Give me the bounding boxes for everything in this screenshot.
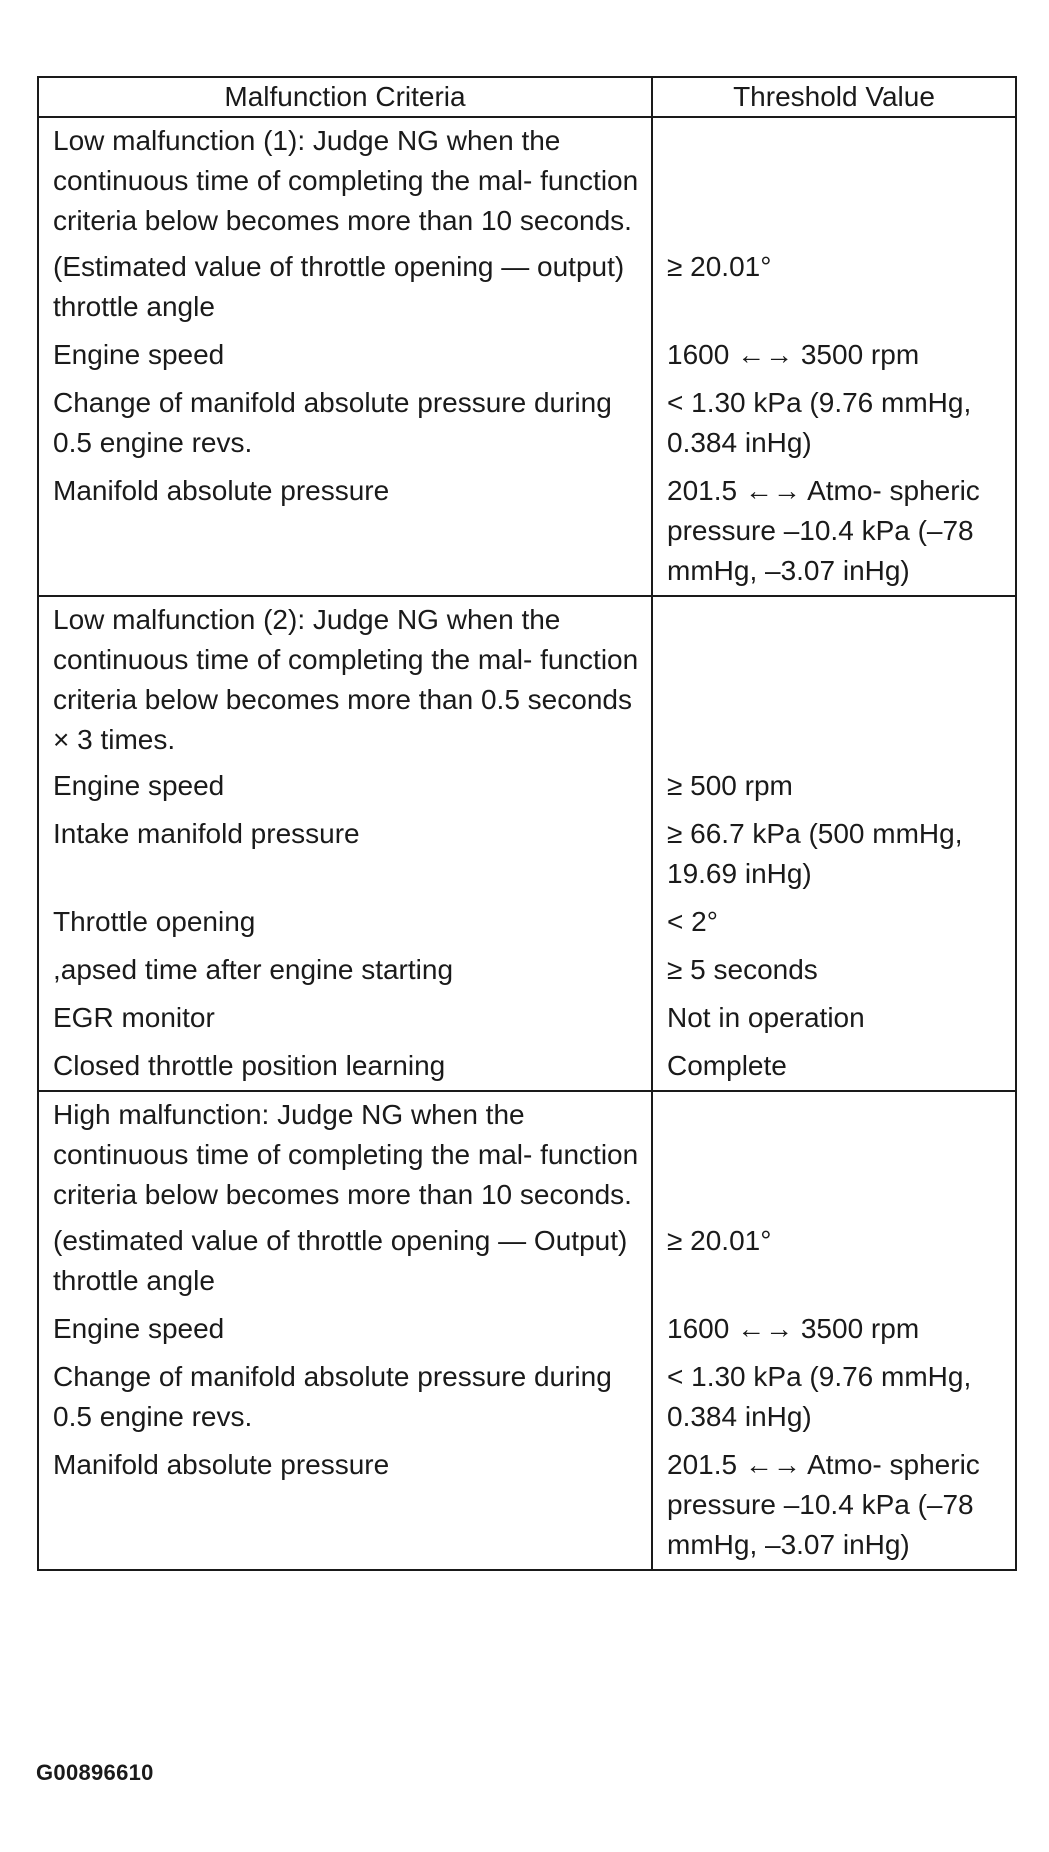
criteria-cell: (estimated value of throttle opening — Output) throttle angle [39, 1221, 652, 1309]
table-row [39, 1357, 1015, 1445]
section-title-row [39, 596, 1015, 766]
table-row [39, 1221, 1015, 1309]
criteria-cell: Engine speed [39, 766, 652, 814]
criteria-cell: Change of manifold absolute pressure during 0.5 engine revs. [39, 1357, 652, 1445]
criteria-cell: Manifold absolute pressure [39, 1445, 652, 1569]
criteria-cell: Throttle opening [39, 902, 652, 950]
figure-code: G00896610 [36, 1760, 154, 1785]
section-title: High malfunction: Judge NG when the continuous time of completing the mal- function criteria below becomes more than 10 seconds. [39, 1091, 652, 1221]
criteria-column-header: Malfunction Criteria [39, 78, 652, 117]
section-title: Low malfunction (2): Judge NG when the continuous time of completing the mal- function criteria below becomes more than 0.5 seconds × 3 times. [39, 596, 652, 766]
table-row [39, 335, 1015, 383]
table-row [39, 902, 1015, 950]
threshold-cell: 1600 ←→ 3500 rpm [667, 1313, 920, 1344]
table-row [39, 383, 1015, 471]
table-row [39, 471, 1015, 596]
section-low-malfunction-1 [39, 117, 1015, 596]
malfunction-criteria-table [39, 78, 1015, 1569]
criteria-cell: Engine speed [39, 335, 652, 383]
criteria-table-container [37, 76, 1017, 1571]
section-title-value [652, 117, 1015, 247]
section-title-row [39, 117, 1015, 247]
table-row [39, 950, 1015, 998]
table-row [39, 998, 1015, 1046]
threshold-cell: ≥ 500 rpm [667, 770, 793, 801]
criteria-cell: Engine speed [39, 1309, 652, 1357]
table-row [39, 1309, 1015, 1357]
section-title: Low malfunction (1): Judge NG when the continuous time of completing the mal- function criteria below becomes more than 10 seconds. [39, 117, 652, 247]
threshold-cell: < 2° [667, 906, 718, 937]
threshold-cell: ≥ 20.01° [667, 1225, 772, 1256]
threshold-cell: Not in operation [667, 1002, 865, 1033]
table-row [39, 814, 1015, 902]
threshold-cell: ≥ 66.7 kPa (500 mmHg, 19.69 inHg) [667, 818, 963, 889]
section-title-row [39, 1091, 1015, 1221]
threshold-cell: 1600 ←→ 3500 rpm [667, 339, 920, 370]
criteria-cell: Closed throttle position learning [39, 1046, 652, 1091]
criteria-cell: Intake manifold pressure [39, 814, 652, 902]
threshold-cell: ≥ 5 seconds [667, 954, 818, 985]
criteria-cell: EGR monitor [39, 998, 652, 1046]
criteria-cell: ,apsed time after engine starting [39, 950, 652, 998]
criteria-cell: Change of manifold absolute pressure during 0.5 engine revs. [39, 383, 652, 471]
section-title-value [652, 1091, 1015, 1221]
threshold-column-header: Threshold Value [652, 78, 1015, 117]
threshold-cell: < 1.30 kPa (9.76 mmHg, 0.384 inHg) [667, 1361, 972, 1432]
section-title-value [652, 596, 1015, 766]
table-row [39, 247, 1015, 335]
section-high-malfunction [39, 1091, 1015, 1569]
table-row [39, 1445, 1015, 1569]
threshold-cell: ≥ 20.01° [667, 251, 772, 282]
threshold-cell: 201.5 ←→ Atmo- spheric pressure –10.4 kPa (–78 mmHg, –3.07 inHg) [667, 1449, 980, 1560]
threshold-cell: Complete [667, 1050, 787, 1081]
table-row [39, 766, 1015, 814]
threshold-cell: < 1.30 kPa (9.76 mmHg, 0.384 inHg) [667, 387, 972, 458]
table-row [39, 1046, 1015, 1091]
threshold-cell: 201.5 ←→ Atmo- spheric pressure –10.4 kPa (–78 mmHg, –3.07 inHg) [667, 475, 980, 586]
table-header-row [39, 78, 1015, 117]
criteria-cell: Manifold absolute pressure [39, 471, 652, 596]
section-low-malfunction-2 [39, 596, 1015, 1091]
criteria-cell: (Estimated value of throttle opening — output) throttle angle [39, 247, 652, 335]
